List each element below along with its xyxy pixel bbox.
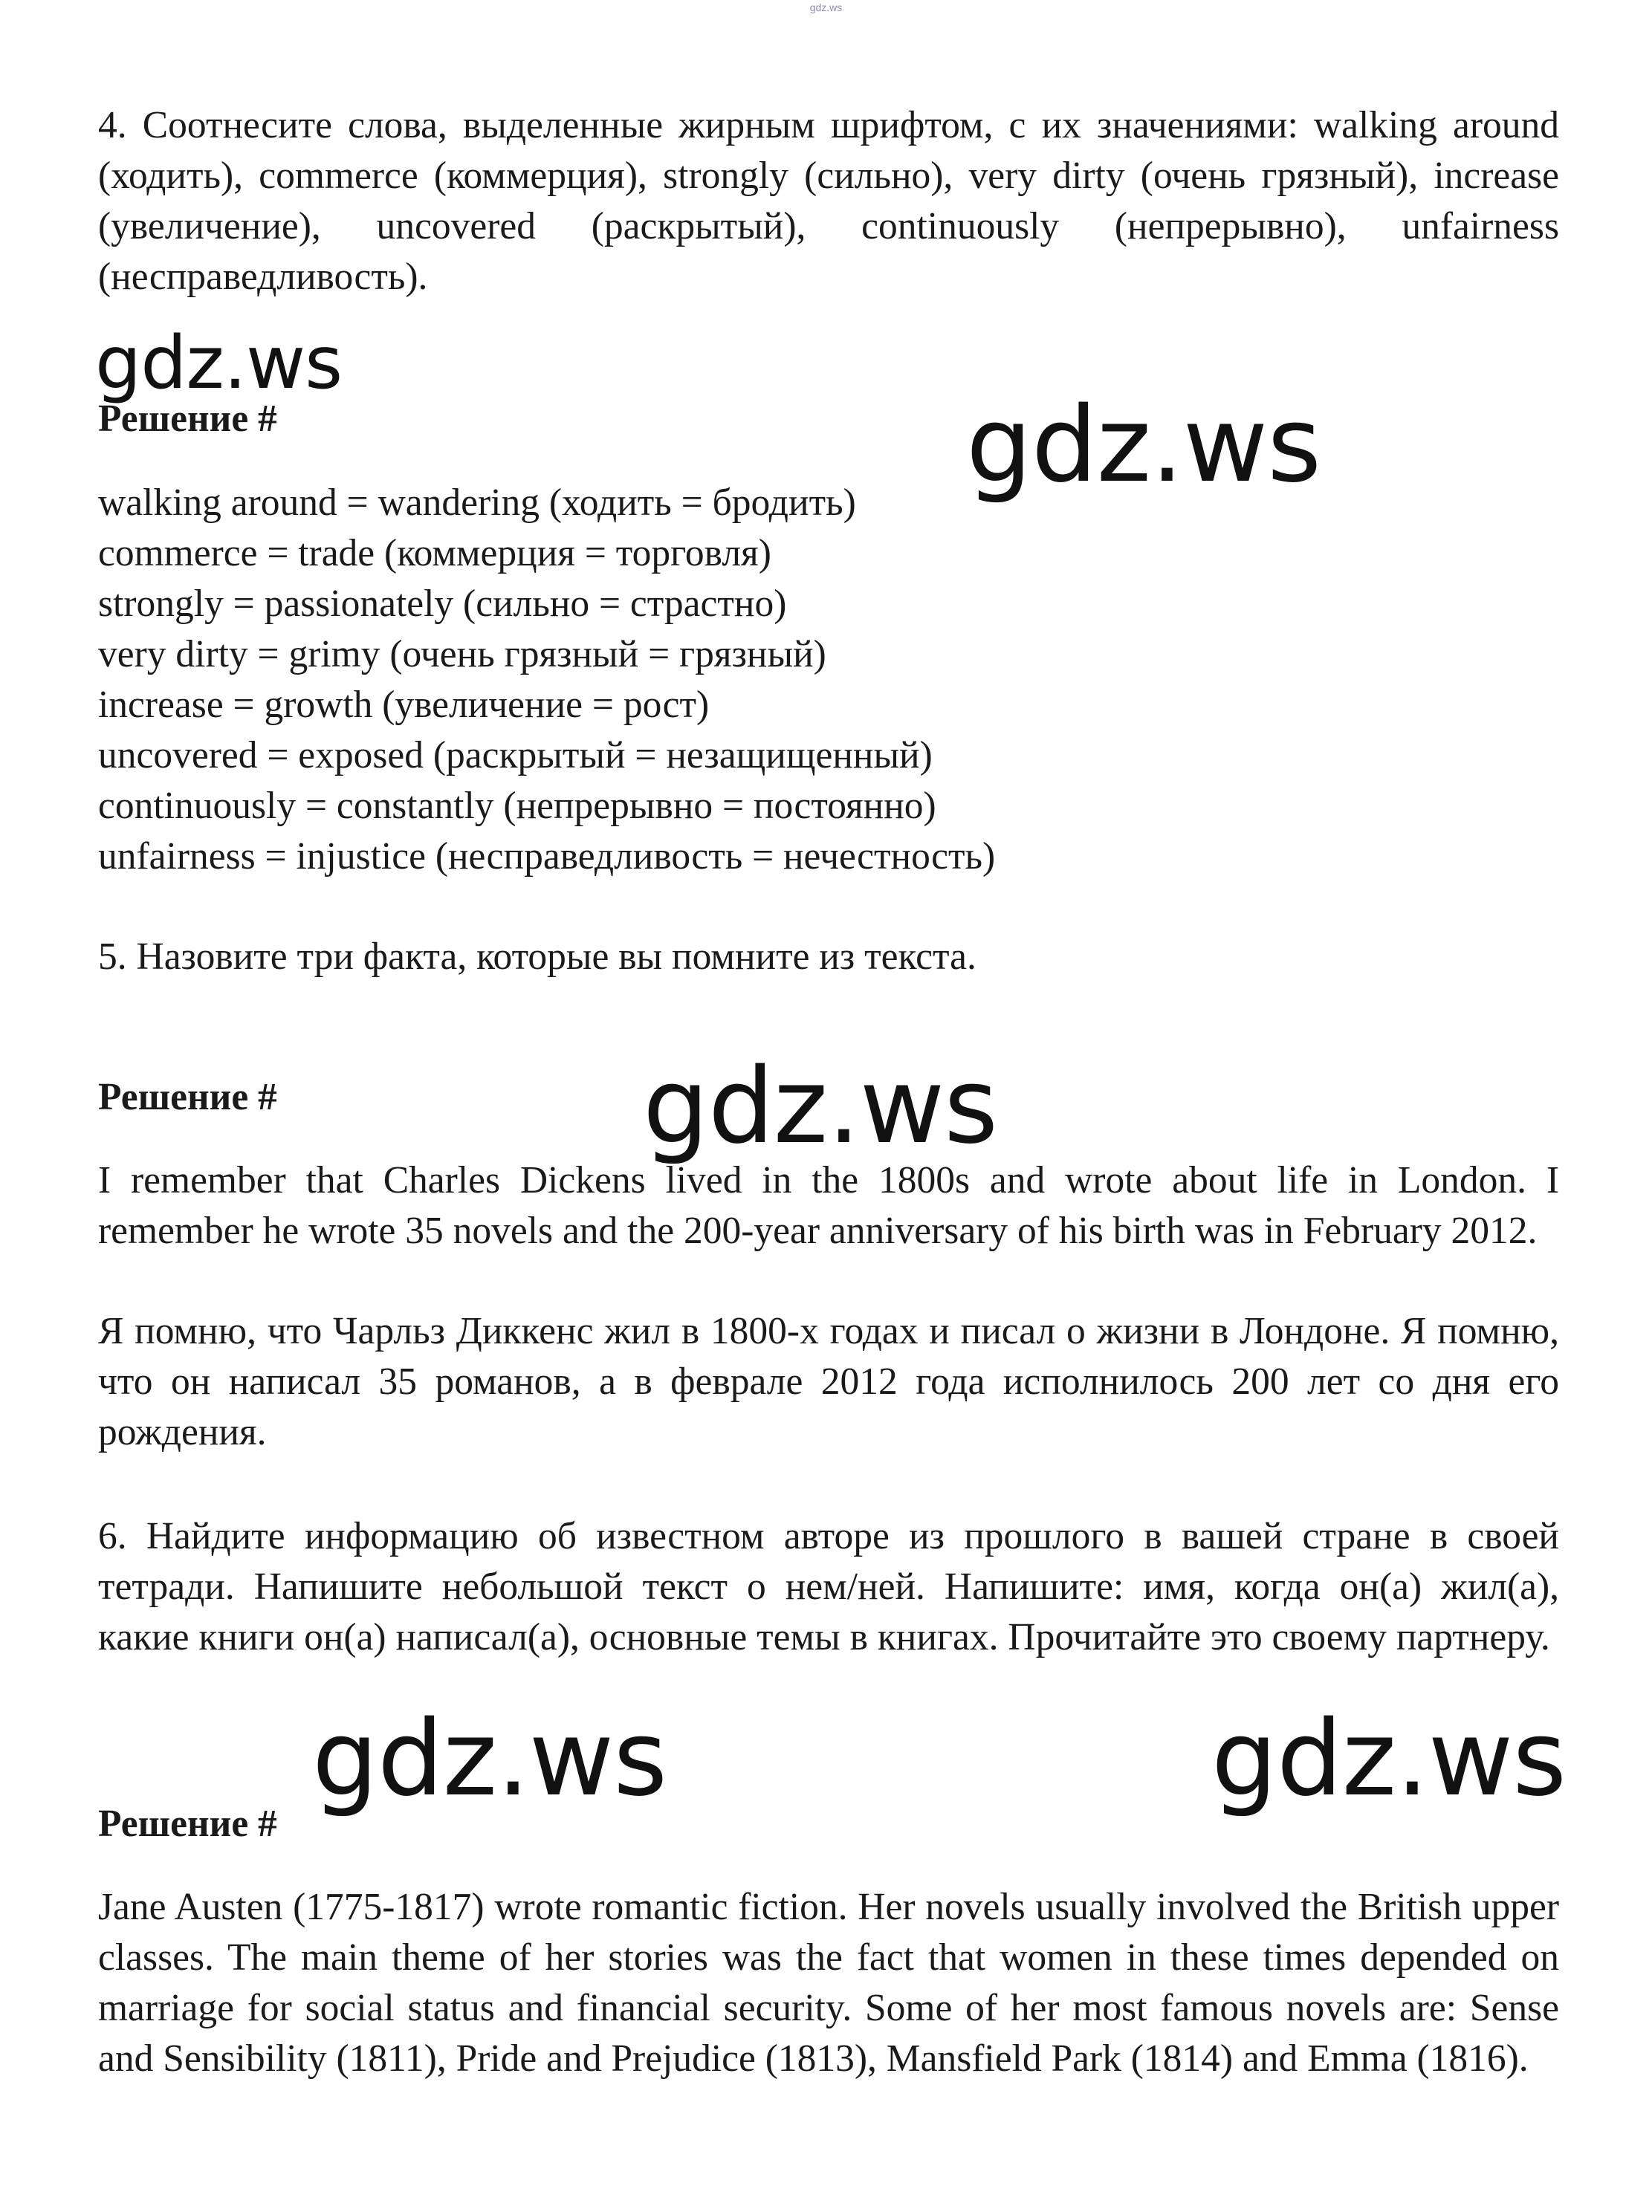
task5-solution-label: Решение # (98, 1076, 277, 1118)
watermark: gdz.ws (1211, 1699, 1567, 1820)
task4-answer-line: strongly = passionately (сильно = страстно) (98, 583, 787, 625)
watermark: gdz.ws (95, 321, 343, 406)
task4-answer-line: unfairness = injustice (несправедливость = нечестность) (98, 835, 996, 878)
task6-answer: Jane Austen (1775-1817) wrote romantic fiction. Her novels usually involved the British upper classes. The main theme of her stories was the fact that women in these times depended on marriage for social status and financial security. Some of her most famous novels are: Sense and Sensibility (1811), Pride and Prejudice (1813), Mansfield Park (1814) and Emma (1816). (98, 1886, 1559, 2080)
watermark: gdz.ws (966, 385, 1321, 506)
task4-answer-line: commerce = trade (коммерция = торговля) (98, 532, 771, 574)
task4-answer-line: very dirty = grimy (очень грязный = грязный) (98, 633, 826, 675)
task4-prompt: 4. Соотнесите слова, выделенные жирным шрифтом, с их значениями: walking around (ходить), commerce (коммерция), strongly (сильно), very dirty (очень грязный), increase (увеличение), uncovered (раскрытый), continuously (непрерывно), unfairness (несправедливость). (98, 104, 1559, 298)
task4-solution-label: Решение # (98, 398, 277, 440)
task6-solution-label: Решение # (98, 1803, 277, 1845)
task5-prompt: 5. Назовите три факта, которые вы помните из текста. (98, 935, 976, 978)
task5-answer-en: I remember that Charles Dickens lived in the 1800s and wrote about life in London. I remember he wrote 35 novels and the 200-year anniversary of his birth was in February 2012. (98, 1159, 1559, 1252)
task5-answer-ru: Я помню, что Чарльз Диккенс жил в 1800-х годах и писал о жизни в Лондоне. Я помню, что он написал 35 романов, а в феврале 2012 года исполнилось 200 лет со дня его рождения. (98, 1310, 1559, 1453)
task6-prompt: 6. Найдите информацию об известном авторе из прошлого в вашей стране в своей тетради. Напишите небольшой текст о нем/ней. Напишите: имя, когда он(а) жил(а), какие книги он(а) написал(а), основные темы в книгах. Прочитайте это своему партнеру. (98, 1515, 1559, 1658)
watermark: gdz.ws (643, 1046, 998, 1167)
task4-answer-line: increase = growth (увеличение = рост) (98, 684, 710, 726)
task4-answer-line: walking around = wandering (ходить = бродить) (98, 481, 856, 524)
header-mark: gdz.ws (809, 1, 843, 13)
task4-answer-line: continuously = constantly (непрерывно = постоянно) (98, 785, 936, 827)
task4-answer-line: uncovered = exposed (раскрытый = незащищенный) (98, 734, 933, 776)
watermark: gdz.ws (312, 1699, 667, 1820)
